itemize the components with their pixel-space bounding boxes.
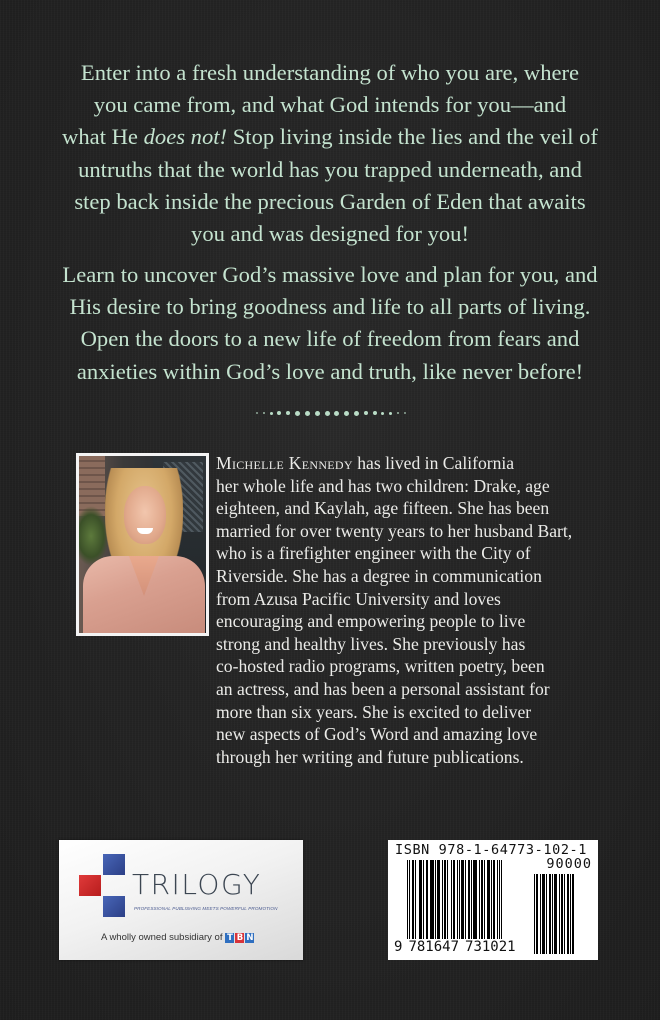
subsidiary-text: A wholly owned subsidiary of	[101, 932, 223, 943]
divider-dot	[364, 411, 368, 415]
addon-bars	[534, 874, 574, 954]
divider-dot	[315, 411, 320, 416]
isbn-label: ISBN 978-1-64773-102-1	[395, 842, 588, 858]
divider-dot	[277, 411, 281, 415]
divider-dot	[397, 412, 399, 414]
tbn-letter: B	[236, 932, 244, 943]
divider-dot	[381, 412, 384, 415]
logo-square-blue-bottom-icon	[103, 896, 125, 917]
divider-dot	[354, 411, 359, 416]
publisher-name: TRILOGY	[132, 868, 262, 901]
bio-text: has lived in California	[352, 453, 515, 473]
divider-dot	[389, 412, 392, 415]
blurb-line: anxieties within God’s love and truth, like never before!	[76, 358, 584, 384]
publisher-tagline: PROFESSIONAL PUBLISHING MEETS POWERFUL PROMOTION	[134, 906, 278, 911]
bio-line: encouraging and empowering people to live	[216, 611, 526, 632]
subsidiary-line	[101, 932, 254, 943]
bio-line: new aspects of God’s Word and amazing love	[216, 724, 538, 745]
blurb-line: His desire to bring goodness and life to all parts of living.	[69, 294, 591, 320]
blurb-line: Learn to uncover God’s massive love and plan for you, and	[62, 262, 598, 287]
divider-dot	[325, 411, 330, 416]
divider-dot	[286, 411, 290, 415]
blurb-paragraph-2	[40, 259, 620, 388]
divider-dot	[334, 411, 339, 416]
barcode-digits	[394, 939, 518, 955]
bio-line: Riverside. She has a degree in communication	[216, 565, 542, 586]
logo-square-red-icon	[79, 875, 101, 896]
bio-line: more than six years. She is excited to deliver	[216, 701, 532, 722]
isbn-barcode	[388, 840, 598, 960]
blurb-line: you and was designed for you!	[191, 221, 469, 247]
dotted-divider	[256, 408, 406, 418]
bio-line: strong and healthy lives. She previously has	[216, 633, 526, 654]
ean13-bars	[407, 860, 502, 940]
author-photo	[76, 453, 209, 636]
blurb-line: Enter into a fresh understanding of who you are, where	[80, 60, 580, 85]
author-bio	[216, 452, 616, 768]
author-name: Michelle Kennedy	[216, 453, 353, 473]
tbn-letter: T	[227, 932, 233, 943]
barcode-digits-left: 781647	[408, 939, 460, 955]
tbn-letter: N	[246, 932, 254, 943]
divider-dot	[270, 412, 273, 415]
tbn-logo-icon	[225, 933, 254, 943]
blurb-line: you came from, and what God intends for you—and	[93, 92, 567, 118]
blurb-line	[40, 121, 620, 153]
blurb-line: untruths that the world has you trapped underneath, and	[78, 156, 582, 182]
bio-line: an actress, and has been a personal assistant for	[216, 678, 550, 699]
divider-dot	[373, 411, 377, 415]
blurb-paragraph-1	[40, 57, 620, 250]
divider-dot	[305, 411, 310, 416]
divider-dot	[295, 411, 300, 416]
bio-line: eighteen, and Kaylah, age fifteen. She has been	[216, 498, 550, 519]
price-code: 90000	[546, 856, 592, 872]
blurb-text: Stop living inside the lies and the veil of	[227, 124, 598, 150]
bio-line: from Azusa Pacific University and loves	[216, 588, 501, 609]
blurb-line: Open the doors to a new life of freedom from fears and	[80, 326, 580, 352]
bio-line: married for over twenty years to her husband Bart,	[216, 520, 573, 541]
blurb-line: step back inside the precious Garden of Eden that awaits	[74, 188, 586, 214]
bio-line: her whole life and has two children: Drake, age	[216, 475, 550, 496]
barcode-digit-lead: 9	[394, 939, 403, 955]
emphasis-does-not: does not!	[143, 124, 228, 150]
divider-dot	[256, 412, 258, 414]
photo-subject-face	[124, 486, 166, 544]
divider-dot	[404, 412, 406, 414]
bio-line: who is a firefighter engineer with the City of	[216, 543, 531, 564]
barcode-digits-right: 731021	[465, 939, 516, 955]
bio-line: co-hosted radio programs, written poetry, been	[216, 656, 545, 677]
author-photo-image	[79, 456, 206, 633]
divider-dot	[344, 411, 349, 416]
bio-line: through her writing and future publications.	[216, 746, 524, 767]
publisher-logo-box	[59, 840, 303, 960]
logo-square-blue-top-icon	[103, 854, 125, 875]
blurb-text: what He	[62, 124, 144, 150]
divider-dot	[263, 412, 265, 414]
bio-line	[216, 452, 616, 475]
